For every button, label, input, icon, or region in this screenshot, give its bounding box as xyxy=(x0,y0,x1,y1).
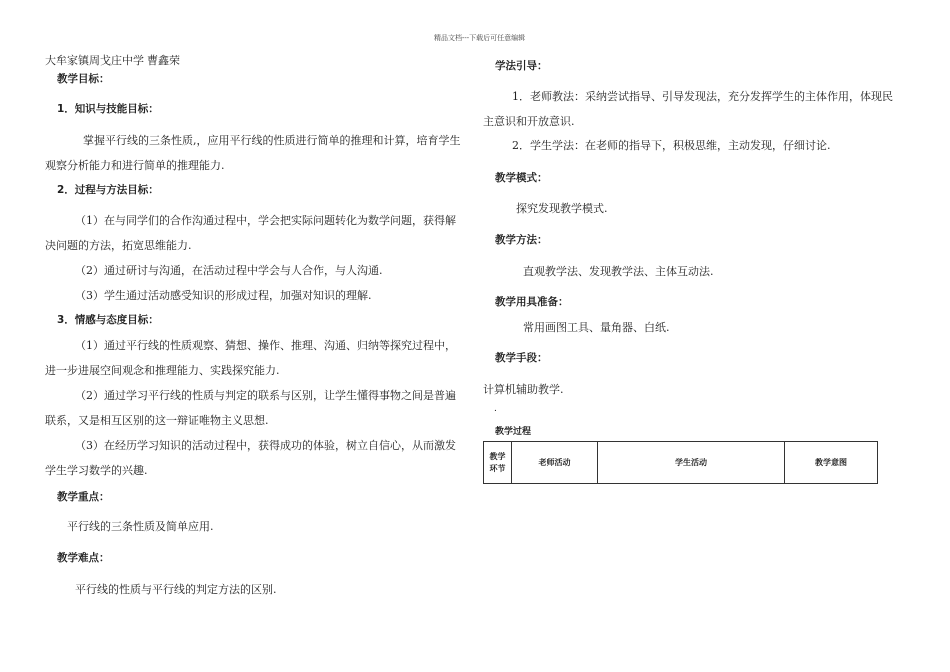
goal-1-text-line2: 观察分析能力和进行简单的推理能力. xyxy=(45,159,225,172)
key-points-heading: 教学重点： xyxy=(57,491,110,503)
teaching-tools-text: 常用画图工具、量角器、白纸. xyxy=(523,321,670,334)
table-header-stage: 教学环节 xyxy=(484,442,512,484)
school-name: 大牟家镇周戈庄中学 xyxy=(45,54,144,67)
teaching-method-text: 直观教学法、发现教学法、主体互动法. xyxy=(523,265,714,278)
teaching-means-text: 计算机辅助教学. xyxy=(483,383,564,396)
table-header-teacher-activity: 老师活动 xyxy=(512,442,598,484)
table-row xyxy=(484,442,878,484)
author-name: 曹鑫荣 xyxy=(147,54,180,67)
teaching-mode-text: 探究发现教学模式. xyxy=(516,202,608,215)
goal-2-heading: 2．过程与方法目标： xyxy=(57,184,159,196)
goal-2-item2: （2）通过研讨与沟通，在活动过程中学会与人合作，与人沟通. xyxy=(75,264,383,277)
teaching-mode-heading: 教学模式： xyxy=(495,172,548,184)
goal-3-item3-line2: 学生学习数学的兴趣. xyxy=(45,464,148,477)
table-header-intent: 教学意图 xyxy=(785,442,878,484)
guide-item1-line1: 1．老师教法：采纳尝试指导、引导发现法，充分发挥学生的主体作用，体现民 xyxy=(512,90,893,103)
goal-2-item3: （3）学生通过活动感受知识的形成过程，加强对知识的理解. xyxy=(75,289,372,302)
page-header-note: 精品文档---下载后可任意编辑 xyxy=(434,34,526,42)
goal-2-item1-line2: 决问题的方法，拓宽思维能力. xyxy=(45,239,192,252)
process-table xyxy=(483,441,878,484)
goals-heading: 教学目标： xyxy=(57,73,110,85)
guide-item1-line2: 主意识和开放意识. xyxy=(483,115,575,128)
goal-3-heading: 3．情感与态度目标： xyxy=(57,314,159,326)
difficulties-text: 平行线的性质与平行线的判定方法的区别. xyxy=(75,583,277,596)
goal-3-item3-line1: （3）在经历学习知识的活动过程中，获得成功的体验，树立自信心，从而激发 xyxy=(75,439,456,452)
key-points-text: 平行线的三条性质及简单应用. xyxy=(67,520,214,533)
stray-dot: . xyxy=(494,404,497,414)
teaching-tools-heading: 教学用具准备： xyxy=(495,296,569,308)
goal-3-item2-line1: （2）通过学习平行线的性质与判定的联系与区别，让学生懂得事物之间是普遍 xyxy=(75,389,456,402)
teaching-means-heading: 教学手段： xyxy=(495,352,548,364)
difficulties-heading: 教学难点： xyxy=(57,552,110,564)
goal-3-item1-line1: （1）通过平行线的性质观察、猜想、操作、推理、沟通、归纳等探究过程中， xyxy=(75,339,456,352)
goal-1-heading: 1．知识与技能目标： xyxy=(57,103,159,115)
study-guide-heading: 学法引导： xyxy=(495,60,548,72)
process-heading: 教学过程 xyxy=(495,427,532,437)
table-header-student-activity: 学生活动 xyxy=(598,442,785,484)
goal-3-item2-line2: 联系，又是相互区别的这一辩证唯物主义思想. xyxy=(45,414,269,427)
goal-1-text-line1: 掌握平行线的三条性质,，应用平行线的性质进行简单的推理和计算，培育学生 xyxy=(83,134,461,147)
goal-3-item1-line2: 进一步进展空间观念和推理能力、实践探究能力. xyxy=(45,364,280,377)
teaching-method-heading: 教学方法： xyxy=(495,234,548,246)
goal-2-item1-line1: （1）在与同学们的合作沟通过程中，学会把实际问题转化为数学问题，获得解 xyxy=(75,214,456,227)
guide-item2: 2．学生学法：在老师的指导下，积极思维，主动发现，仔细讨论. xyxy=(512,139,831,152)
